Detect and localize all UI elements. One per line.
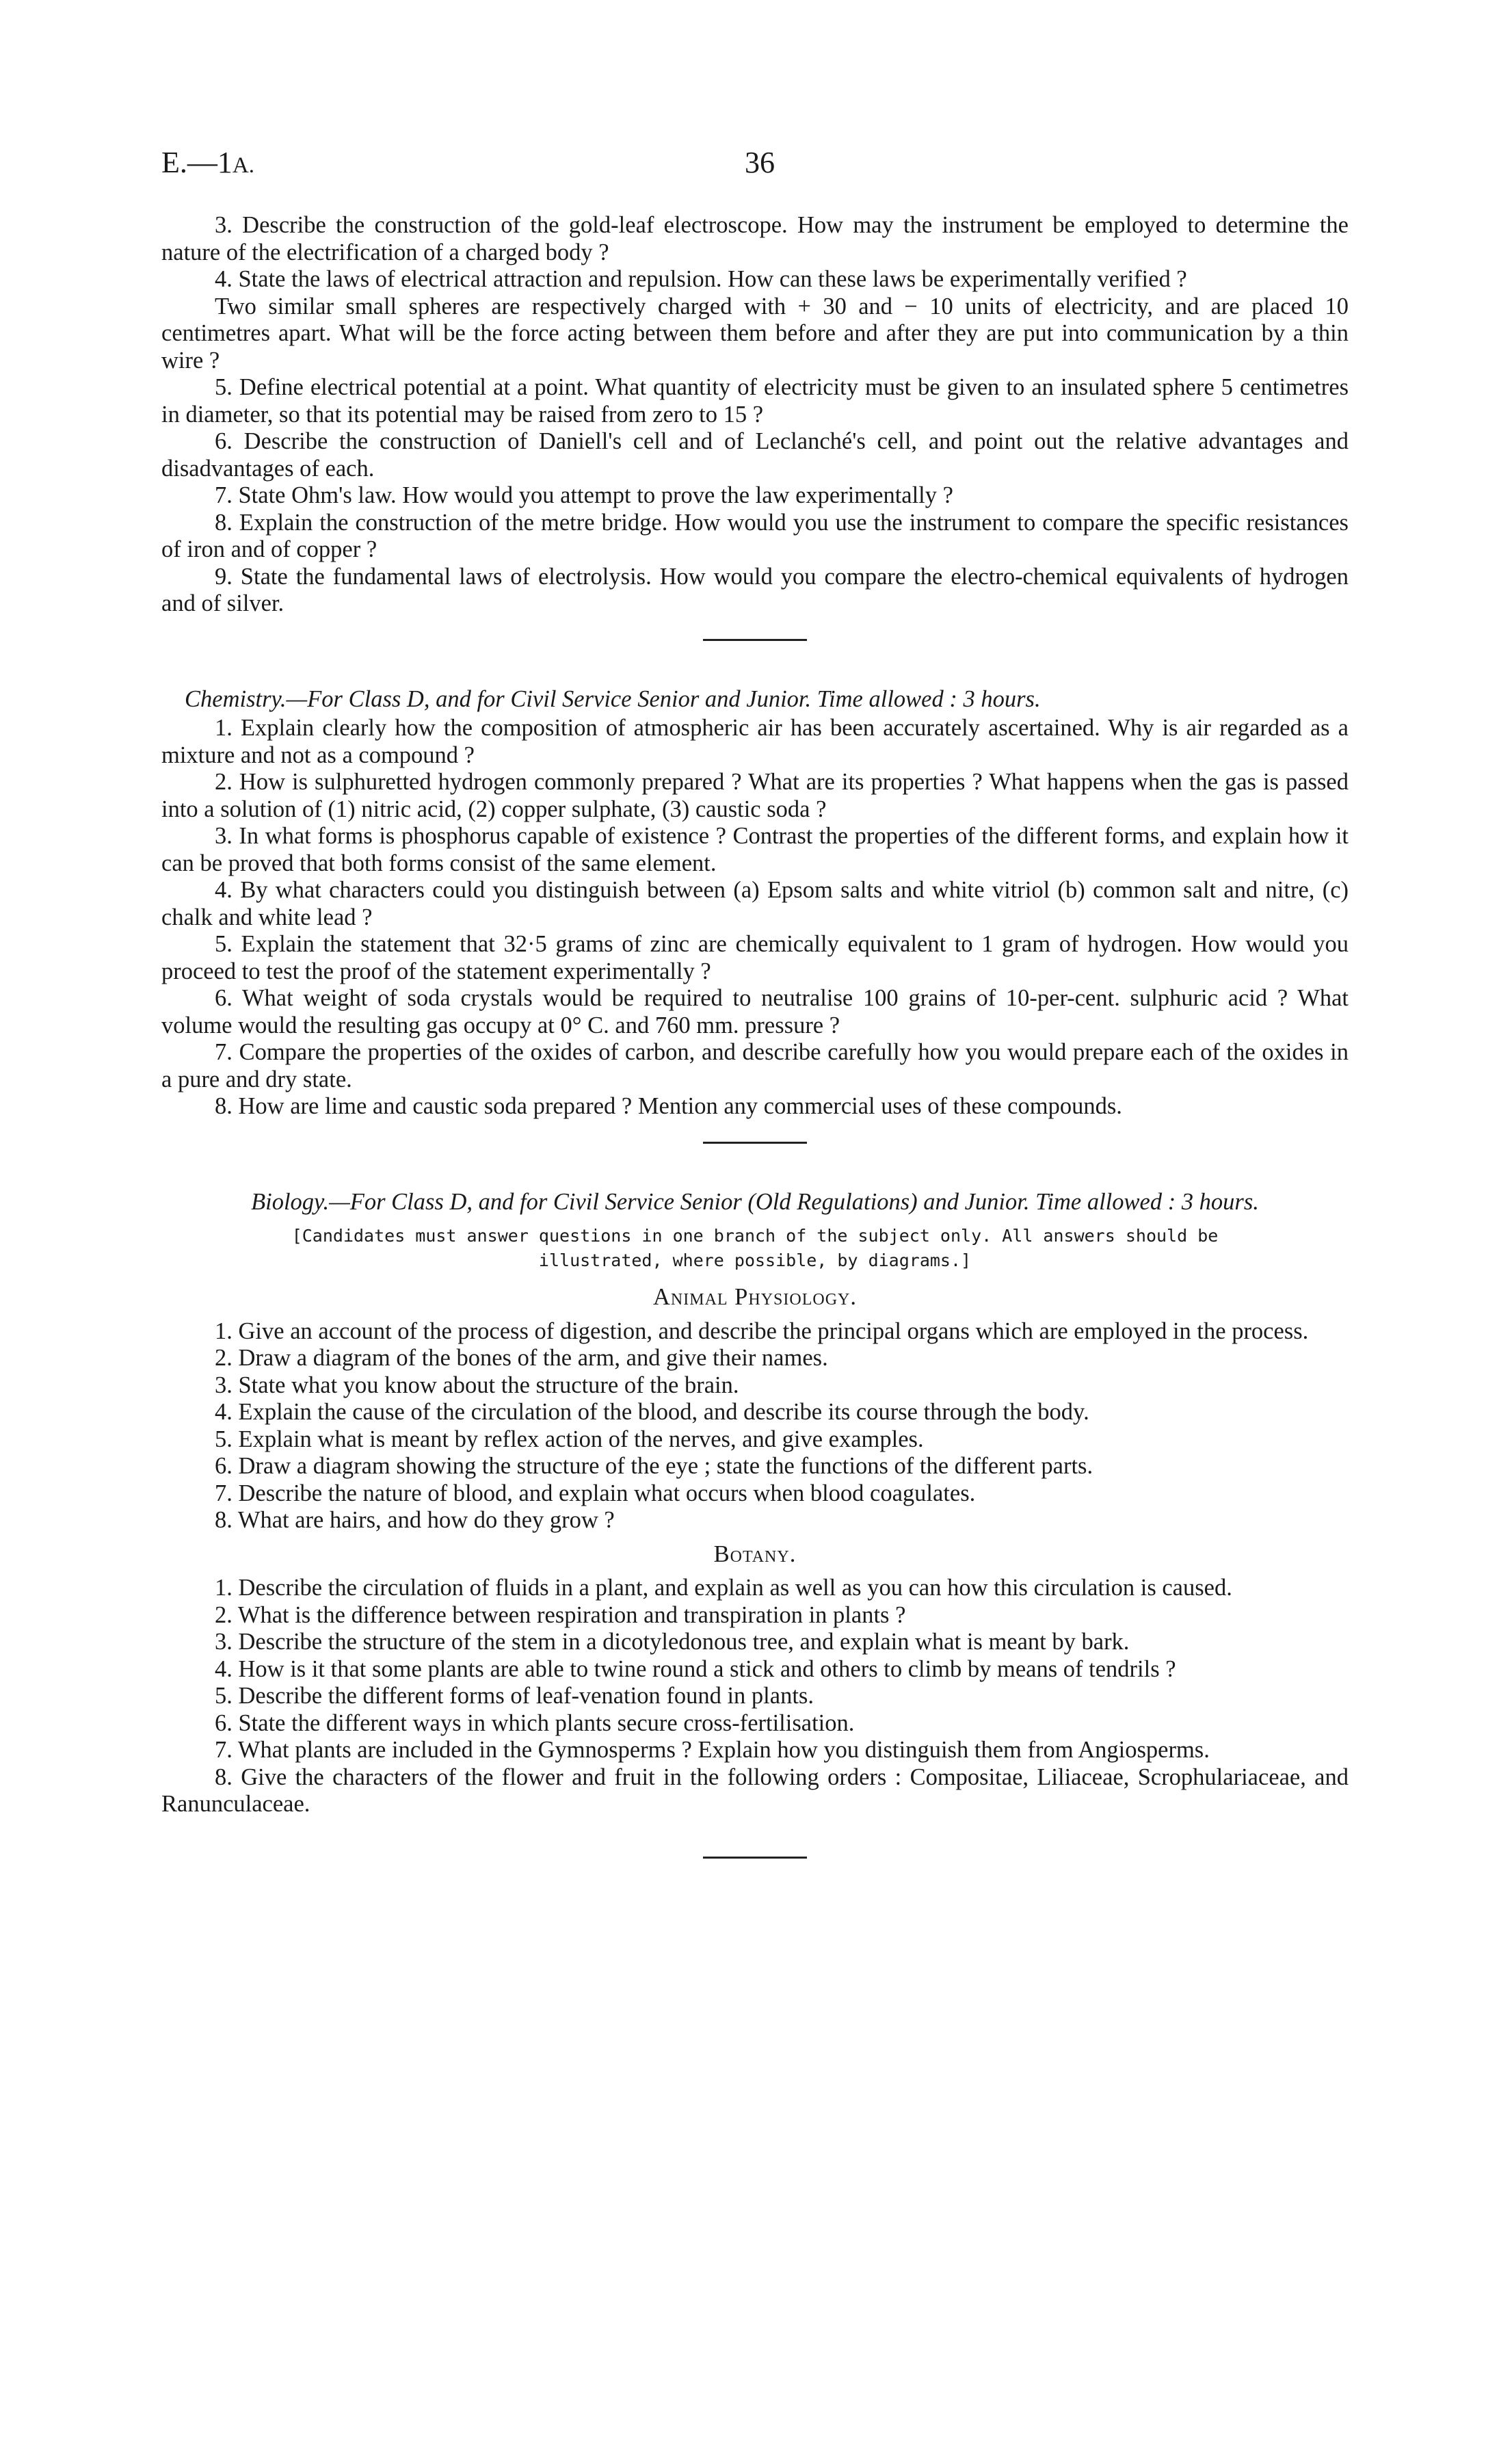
page-content xyxy=(161,212,1349,1904)
question: 1. Explain clearly how the composition of atmospheric air has been accurately ascertained. Why is air regarded as a mixture and not as a compound ? xyxy=(161,715,1349,768)
question: 8. Give the characters of the flower and fruit in the following orders : Compositae, Liliaceae, Scrophulariaceae, and Ranunculaceae. xyxy=(161,1764,1349,1817)
question: 2. How is sulphuretted hydrogen commonly prepared ? What are its properties ? What happens when the gas is passed into a solution of (1) nitric acid, (2) copper sulphate, (3) caustic soda ? xyxy=(161,769,1349,822)
chemistry-heading: Chemistry.—For Class D, and for Civil Service Senior and Junior. Time allowed : 3 hours. xyxy=(185,685,1041,712)
question: 5. Explain what is meant by reflex action of the nerves, and give examples. xyxy=(215,1426,924,1452)
question: 1. Give an account of the process of digestion, and describe the principal organs which are employed in the process. xyxy=(215,1318,1309,1344)
question: 5. Explain the statement that 32·5 grams of zinc are chemically equivalent to 1 gram of hydrogen. How would you proceed to test the proof of the statement experimentally ? xyxy=(161,931,1349,984)
question: 6. State the different ways in which plants secure cross-fertilisation. xyxy=(215,1709,855,1736)
document-reference xyxy=(161,145,254,180)
question: 3. Describe the structure of the stem in a dicotyledonous tree, and explain what is meant by bark. xyxy=(215,1629,1130,1655)
section-divider xyxy=(703,639,807,641)
question: 6. Draw a diagram showing the structure of the eye ; state the functions of the different parts. xyxy=(215,1453,1093,1479)
section-divider xyxy=(703,1857,807,1859)
question: 8. How are lime and caustic soda prepared ? Mention any commercial uses of these compounds. xyxy=(215,1093,1122,1119)
question: 6. Describe the construction of Daniell's cell and of Leclanché's cell, and point out the relative advantages and disadvantages of each. xyxy=(161,428,1349,482)
animal-physiology-heading: Animal Physiology. xyxy=(652,1284,857,1310)
biology-heading: Biology.—For Class D, and for Civil Service Senior (Old Regulations) and Junior. Time allowed : 3 hours. xyxy=(251,1188,1259,1215)
physics-section xyxy=(161,212,1349,618)
question: 8. What are hairs, and how do they grow ? xyxy=(215,1507,615,1533)
question: 4. By what characters could you distinguish between (a) Epsom salts and white vitriol (b) common salt and nitre, (c) chalk and white lead ? xyxy=(161,877,1349,930)
question: 9. State the fundamental laws of electrolysis. How would you compare the electro-chemical equivalents of hydrogen and of silver. xyxy=(161,563,1349,616)
document-reference-suffix: A. xyxy=(232,153,254,178)
page-number: 36 xyxy=(745,146,775,179)
question: 7. State Ohm's law. How would you attempt to prove the law experimentally ? xyxy=(215,482,953,508)
chemistry-section xyxy=(161,686,1349,1120)
question: 3. In what forms is phosphorus capable of existence ? Contrast the properties of the different forms, and explain how it can be proved that both forms consist of the same element. xyxy=(161,823,1349,876)
biology-instructions: [Candidates must answer questions in one branch of the subject only. All answers should be illustrated, where possible, by diagrams.] xyxy=(291,1226,1219,1270)
question: 7. What plants are included in the Gymnosperms ? Explain how you distinguish them from Angiosperms. xyxy=(215,1737,1210,1763)
question: 8. Explain the construction of the metre bridge. How would you use the instrument to compare the specific resistances of iron and of copper ? xyxy=(161,509,1349,562)
question: 7. Compare the properties of the oxides of carbon, and describe carefully how you would prepare each of the oxides in a pure and dry state. xyxy=(161,1039,1349,1092)
question: 4. How is it that some plants are able to twine round a stick and others to climb by means of tendrils ? xyxy=(215,1655,1176,1682)
question: 4. Explain the cause of the circulation of the blood, and describe its course through the body. xyxy=(215,1399,1089,1425)
biology-section xyxy=(161,1189,1349,1818)
document-reference-main: E.—1 xyxy=(161,146,233,179)
question: 7. Describe the nature of blood, and explain what occurs when blood coagulates. xyxy=(215,1480,976,1506)
question: 4. State the laws of electrical attraction and repulsion. How can these laws be experimentally verified ? xyxy=(215,266,1187,292)
question: Two similar small spheres are respectively charged with + 30 and − 10 units of electricity, and are placed 10 centimetres apart. What will be the force acting between them before and after they are put into communication by a thin wire ? xyxy=(161,293,1349,373)
section-divider xyxy=(703,1142,807,1144)
question: 3. Describe the construction of the gold-leaf electroscope. How may the instrument be employed to determine the nature of the electrification of a charged body ? xyxy=(161,212,1349,265)
question: 2. Draw a diagram of the bones of the arm, and give their names. xyxy=(215,1345,828,1371)
question: 5. Describe the different forms of leaf-venation found in plants. xyxy=(215,1683,814,1709)
question: 1. Describe the circulation of fluids in a plant, and explain as well as you can how this circulation is caused. xyxy=(215,1575,1232,1601)
question: 2. What is the difference between respiration and transpiration in plants ? xyxy=(215,1601,906,1628)
question: 5. Define electrical potential at a point. What quantity of electricity must be given to an insulated sphere 5 centimetres in diameter, so that its potential may be raised from zero to 15 ? xyxy=(161,374,1349,428)
question: 6. What weight of soda crystals would be required to neutralise 100 grains of 10-per-cent. sulphuric acid ? What volume would the resulting gas occupy at 0° C. and 760 mm. pressure ? xyxy=(161,985,1349,1038)
question: 3. State what you know about the structure of the brain. xyxy=(215,1372,739,1398)
botany-heading: Botany. xyxy=(713,1541,797,1567)
page-header xyxy=(161,145,1358,186)
